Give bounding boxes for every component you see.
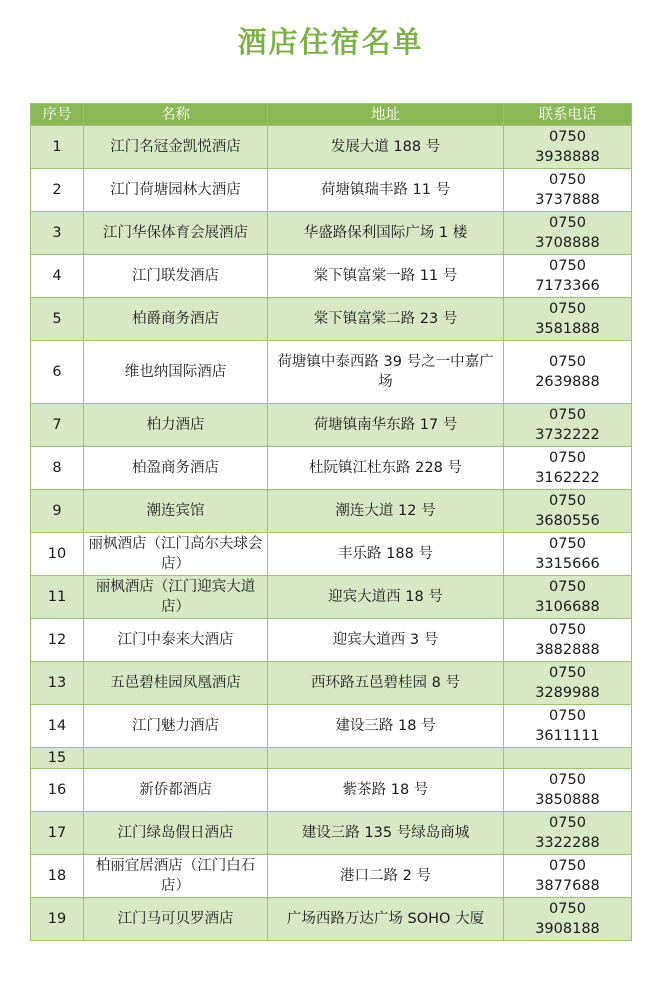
cell-no: 12 xyxy=(31,619,84,662)
cell-phone xyxy=(504,619,632,662)
cell-hotel-name: 维也纳国际酒店 xyxy=(84,341,268,404)
phone-area-code: 0750 xyxy=(549,579,586,595)
table-row xyxy=(31,662,632,705)
cell-hotel-name xyxy=(84,748,268,769)
phone-number: 3908188 xyxy=(535,921,600,937)
cell-hotel-name: 江门名冠金凯悦酒店 xyxy=(84,126,268,169)
cell-hotel-name: 江门联发酒店 xyxy=(84,255,268,298)
cell-phone xyxy=(504,748,632,769)
phone-number: 3289988 xyxy=(535,685,600,701)
cell-hotel-name: 江门中泰来大酒店 xyxy=(84,619,268,662)
phone-area-code: 0750 xyxy=(549,450,586,466)
cell-hotel-name: 新侨都酒店 xyxy=(84,769,268,812)
cell-phone xyxy=(504,533,632,576)
phone-area-code: 0750 xyxy=(549,815,586,831)
cell-address: 迎宾大道西 18 号 xyxy=(268,576,504,619)
cell-no: 8 xyxy=(31,447,84,490)
cell-address: 丰乐路 188 号 xyxy=(268,533,504,576)
phone-area-code: 0750 xyxy=(549,858,586,874)
cell-no: 13 xyxy=(31,662,84,705)
cell-hotel-name: 江门绿岛假日酒店 xyxy=(84,812,268,855)
cell-address: 广场西路万达广场 SOHO 大厦 xyxy=(268,898,504,941)
cell-hotel-name: 江门荷塘园林大酒店 xyxy=(84,169,268,212)
cell-no: 11 xyxy=(31,576,84,619)
cell-address: 潮连大道 12 号 xyxy=(268,490,504,533)
table-row xyxy=(31,212,632,255)
phone-area-code: 0750 xyxy=(549,493,586,509)
phone-area-code: 0750 xyxy=(549,772,586,788)
phone-number: 3938888 xyxy=(535,149,600,165)
cell-phone xyxy=(504,126,632,169)
table-header-row xyxy=(31,104,632,126)
cell-address: 荷塘镇瑞丰路 11 号 xyxy=(268,169,504,212)
table-row xyxy=(31,255,632,298)
phone-number: 7173366 xyxy=(535,278,600,294)
cell-no: 17 xyxy=(31,812,84,855)
phone-number: 3850888 xyxy=(535,792,600,808)
cell-no: 18 xyxy=(31,855,84,898)
phone-number: 3732222 xyxy=(535,427,600,443)
phone-number: 2639888 xyxy=(535,374,600,390)
phone-area-code: 0750 xyxy=(549,665,586,681)
cell-no: 3 xyxy=(31,212,84,255)
phone-area-code: 0750 xyxy=(549,354,586,370)
table-row xyxy=(31,748,632,769)
cell-hotel-name: 江门马可贝罗酒店 xyxy=(84,898,268,941)
phone-number: 3680556 xyxy=(535,513,600,529)
table-row xyxy=(31,533,632,576)
cell-phone xyxy=(504,769,632,812)
phone-number: 3581888 xyxy=(535,321,600,337)
phone-number: 3162222 xyxy=(535,470,600,486)
cell-address: 荷塘镇中泰西路 39 号之一中嘉广场 xyxy=(268,341,504,404)
phone-number: 3737888 xyxy=(535,192,600,208)
phone-number: 3611111 xyxy=(535,728,600,744)
cell-hotel-name: 潮连宾馆 xyxy=(84,490,268,533)
cell-phone xyxy=(504,341,632,404)
hotel-table xyxy=(30,103,632,941)
cell-phone xyxy=(504,898,632,941)
cell-no: 2 xyxy=(31,169,84,212)
phone-area-code: 0750 xyxy=(549,215,586,231)
cell-address: 棠下镇富棠一路 11 号 xyxy=(268,255,504,298)
table-row xyxy=(31,769,632,812)
cell-phone xyxy=(504,404,632,447)
cell-no: 6 xyxy=(31,341,84,404)
cell-address: 荷塘镇南华东路 17 号 xyxy=(268,404,504,447)
cell-phone xyxy=(504,576,632,619)
cell-no: 7 xyxy=(31,404,84,447)
cell-no: 14 xyxy=(31,705,84,748)
cell-no: 9 xyxy=(31,490,84,533)
phone-number: 3322288 xyxy=(535,835,600,851)
cell-hotel-name: 江门魅力酒店 xyxy=(84,705,268,748)
cell-hotel-name: 江门华保体育会展酒店 xyxy=(84,212,268,255)
column-header-name: 名称 xyxy=(84,104,268,126)
cell-no: 1 xyxy=(31,126,84,169)
cell-address: 杜阮镇江杜东路 228 号 xyxy=(268,447,504,490)
cell-phone xyxy=(504,812,632,855)
table-row xyxy=(31,576,632,619)
phone-area-code: 0750 xyxy=(549,901,586,917)
cell-phone xyxy=(504,447,632,490)
table-row xyxy=(31,705,632,748)
cell-address: 建设三路 135 号绿岛商城 xyxy=(268,812,504,855)
cell-no: 16 xyxy=(31,769,84,812)
cell-phone xyxy=(504,855,632,898)
phone-area-code: 0750 xyxy=(549,129,586,145)
table-row xyxy=(31,447,632,490)
cell-phone xyxy=(504,662,632,705)
phone-number: 3106688 xyxy=(535,599,600,615)
table-row xyxy=(31,126,632,169)
table-row xyxy=(31,404,632,447)
table-row xyxy=(31,169,632,212)
cell-no: 19 xyxy=(31,898,84,941)
cell-no: 10 xyxy=(31,533,84,576)
column-header-no: 序号 xyxy=(31,104,84,126)
cell-address: 紫茶路 18 号 xyxy=(268,769,504,812)
column-header-phone: 联系电话 xyxy=(504,104,632,126)
phone-number: 3708888 xyxy=(535,235,600,251)
table-row xyxy=(31,341,632,404)
page-title: 酒店住宿名单 xyxy=(237,25,424,59)
cell-no: 5 xyxy=(31,298,84,341)
cell-address: 华盛路保利国际广场 1 楼 xyxy=(268,212,504,255)
cell-hotel-name: 丽枫酒店（江门高尔夫球会店） xyxy=(84,533,268,576)
cell-no: 15 xyxy=(31,748,84,769)
table-row xyxy=(31,298,632,341)
cell-address: 棠下镇富棠二路 23 号 xyxy=(268,298,504,341)
cell-phone xyxy=(504,255,632,298)
cell-hotel-name: 丽枫酒店（江门迎宾大道店） xyxy=(84,576,268,619)
cell-address: 建设三路 18 号 xyxy=(268,705,504,748)
cell-hotel-name: 柏爵商务酒店 xyxy=(84,298,268,341)
column-header-address: 地址 xyxy=(268,104,504,126)
phone-area-code: 0750 xyxy=(549,536,586,552)
cell-phone xyxy=(504,490,632,533)
cell-no: 4 xyxy=(31,255,84,298)
phone-area-code: 0750 xyxy=(549,172,586,188)
cell-phone xyxy=(504,298,632,341)
table-row xyxy=(31,855,632,898)
phone-number: 3315666 xyxy=(535,556,600,572)
phone-area-code: 0750 xyxy=(549,708,586,724)
cell-phone xyxy=(504,169,632,212)
cell-address xyxy=(268,748,504,769)
cell-address: 迎宾大道西 3 号 xyxy=(268,619,504,662)
phone-number: 3882888 xyxy=(535,642,600,658)
cell-hotel-name: 柏盈商务酒店 xyxy=(84,447,268,490)
phone-area-code: 0750 xyxy=(549,258,586,274)
cell-hotel-name: 柏丽宜居酒店（江门白石店） xyxy=(84,855,268,898)
cell-phone xyxy=(504,212,632,255)
phone-area-code: 0750 xyxy=(549,301,586,317)
table-row xyxy=(31,898,632,941)
cell-phone xyxy=(504,705,632,748)
cell-address: 发展大道 188 号 xyxy=(268,126,504,169)
phone-area-code: 0750 xyxy=(549,407,586,423)
table-row xyxy=(31,619,632,662)
table-row xyxy=(31,812,632,855)
phone-area-code: 0750 xyxy=(549,622,586,638)
cell-address: 西环路五邑碧桂园 8 号 xyxy=(268,662,504,705)
cell-hotel-name: 五邑碧桂园凤凰酒店 xyxy=(84,662,268,705)
phone-number: 3877688 xyxy=(535,878,600,894)
cell-address: 港口二路 2 号 xyxy=(268,855,504,898)
table-row xyxy=(31,490,632,533)
cell-hotel-name: 柏力酒店 xyxy=(84,404,268,447)
